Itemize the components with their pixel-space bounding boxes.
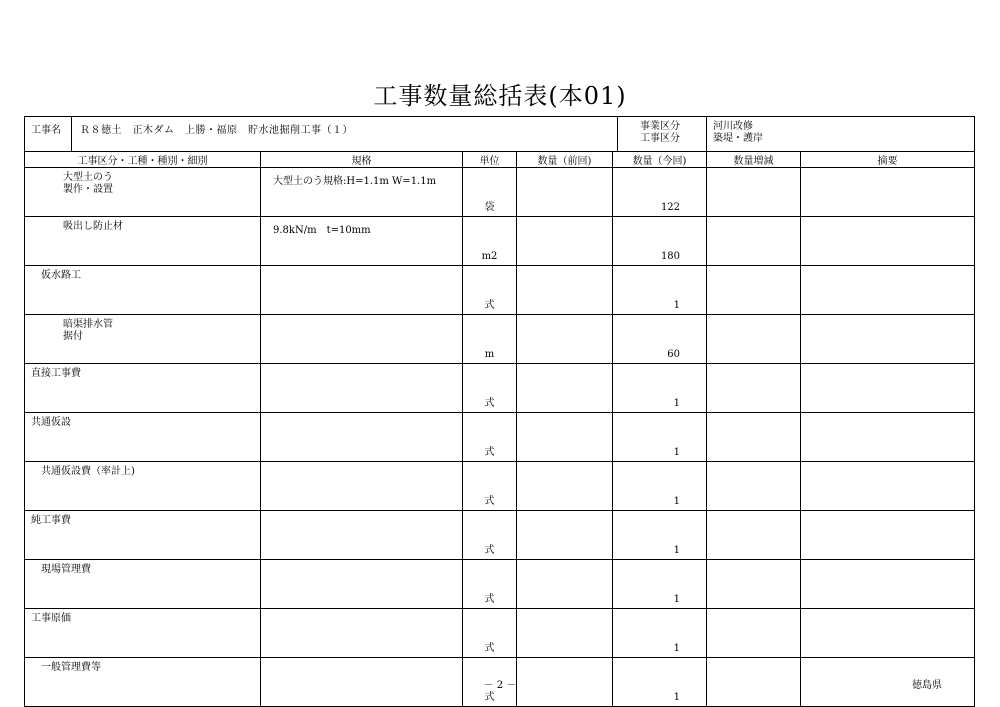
qty-current-cell <box>613 266 707 315</box>
qty-diff-cell <box>707 462 801 511</box>
unit-value: 式 <box>484 398 495 409</box>
business-category-label: 事業区分 <box>640 121 681 132</box>
qty-current-value: 1 <box>673 398 681 409</box>
qty-diff-cell <box>707 364 801 413</box>
spec-cell: 9.8kN/m t=10mm <box>261 217 463 266</box>
qty-current-cell <box>613 511 707 560</box>
table-row <box>25 560 975 609</box>
summary-table-frame <box>24 116 974 707</box>
work-item-name: 一般管理費等 <box>41 662 101 673</box>
spec-cell <box>261 315 463 364</box>
unit-cell <box>463 364 517 413</box>
work-item-name: 共通仮設 <box>31 417 71 428</box>
spec-cell <box>261 560 463 609</box>
category-values <box>707 117 975 152</box>
unit-value: 式 <box>484 447 495 458</box>
qty-diff-cell <box>707 217 801 266</box>
qty-current-cell <box>613 315 707 364</box>
qty-diff-cell <box>707 168 801 217</box>
table-row <box>25 413 975 462</box>
qty-diff-cell <box>707 315 801 364</box>
qty-current-value: 1 <box>673 643 681 654</box>
work-item-name: 据付 <box>63 331 83 342</box>
unit-cell <box>463 560 517 609</box>
qty-current-value: 1 <box>673 300 681 311</box>
qty-prev-cell <box>517 266 613 315</box>
note-cell <box>801 609 975 658</box>
qty-current-cell <box>613 168 707 217</box>
unit-cell <box>463 168 517 217</box>
qty-prev-cell <box>517 168 613 217</box>
note-cell <box>801 266 975 315</box>
quantity-summary-table <box>24 116 975 707</box>
qty-diff-cell <box>707 413 801 462</box>
project-name: Ｒ８徳土 正木ダム 上勝・福原 貯水池掘削工事（１） <box>72 117 618 151</box>
page-number: － 2 － <box>483 680 517 691</box>
work-item-name: 製作・設置 <box>63 184 113 195</box>
qty-prev-cell <box>517 217 613 266</box>
work-item-cell <box>25 217 261 266</box>
unit-cell <box>463 217 517 266</box>
qty-prev-cell <box>517 413 613 462</box>
unit-cell <box>463 413 517 462</box>
note-cell <box>801 511 975 560</box>
note-cell <box>801 315 975 364</box>
unit-value: m2 <box>481 251 498 262</box>
spec-cell <box>261 511 463 560</box>
unit-value: 式 <box>484 545 495 556</box>
work-item-cell <box>25 315 261 364</box>
unit-cell <box>463 609 517 658</box>
unit-value: m <box>484 349 495 360</box>
qty-current-cell <box>613 560 707 609</box>
unit-value: 式 <box>484 643 495 654</box>
organization-name: 徳島県 <box>912 680 942 691</box>
unit-value: 式 <box>484 496 495 507</box>
project-info-row <box>25 117 975 152</box>
work-item-cell <box>25 462 261 511</box>
spec-cell <box>261 364 463 413</box>
table-row <box>25 168 975 217</box>
unit-cell <box>463 462 517 511</box>
spec-cell: 大型土のう規格:H=1.1m W=1.1m <box>261 168 463 217</box>
table-row <box>25 609 975 658</box>
project-cell <box>25 117 707 152</box>
table-row <box>25 364 975 413</box>
unit-cell <box>463 266 517 315</box>
qty-diff-cell <box>707 266 801 315</box>
work-item-name: 直接工事費 <box>31 368 81 379</box>
table-row <box>25 462 975 511</box>
table-row <box>25 217 975 266</box>
header-work-class: 工事区分・工種・種別・細別 <box>25 152 261 168</box>
qty-current-value: 60 <box>667 349 681 360</box>
qty-prev-cell <box>517 511 613 560</box>
qty-current-value: 1 <box>673 692 681 703</box>
qty-current-value: 1 <box>673 447 681 458</box>
qty-current-cell <box>613 364 707 413</box>
work-item-name: 吸出し防止材 <box>63 221 123 232</box>
note-cell <box>801 462 975 511</box>
work-item-cell <box>25 364 261 413</box>
work-item-cell <box>25 168 261 217</box>
qty-prev-cell <box>517 560 613 609</box>
header-qty-prev: 数量（前回) <box>517 152 613 168</box>
qty-current-value: 1 <box>673 545 681 556</box>
qty-current-cell <box>613 609 707 658</box>
unit-cell <box>463 315 517 364</box>
work-item-cell <box>25 560 261 609</box>
note-cell <box>801 217 975 266</box>
table-row <box>25 511 975 560</box>
unit-cell <box>463 511 517 560</box>
work-item-name: 暗渠排水管 <box>63 319 113 330</box>
header-qty-diff: 数量増減 <box>707 152 801 168</box>
work-category-label: 工事区分 <box>640 133 681 144</box>
note-cell <box>801 560 975 609</box>
unit-value: 式 <box>484 300 495 311</box>
category-labels <box>618 117 706 151</box>
spec-cell <box>261 609 463 658</box>
qty-current-cell <box>613 462 707 511</box>
spec-cell <box>261 413 463 462</box>
work-item-cell <box>25 413 261 462</box>
unit-value: 式 <box>484 594 495 605</box>
spec-cell <box>261 266 463 315</box>
unit-value: 式 <box>484 692 495 703</box>
work-item-name: 純工事費 <box>31 515 71 526</box>
work-item-name: 大型土のう <box>63 172 113 183</box>
qty-prev-cell <box>517 364 613 413</box>
work-item-cell <box>25 609 261 658</box>
qty-prev-cell <box>517 315 613 364</box>
table-row <box>25 315 975 364</box>
qty-current-value: 180 <box>660 251 681 262</box>
unit-value: 袋 <box>484 202 495 213</box>
qty-diff-cell <box>707 560 801 609</box>
work-item-name: 現場管理費 <box>41 564 91 575</box>
qty-diff-cell <box>707 511 801 560</box>
note-cell <box>801 413 975 462</box>
header-qty-current: 数量（今回) <box>613 152 707 168</box>
qty-prev-cell <box>517 462 613 511</box>
work-category-value: 築堤・護岸 <box>713 133 764 144</box>
business-category-value: 河川改修 <box>713 121 754 132</box>
qty-diff-cell <box>707 609 801 658</box>
qty-prev-cell <box>517 609 613 658</box>
project-label: 工事名 <box>25 117 72 151</box>
qty-current-value: 122 <box>660 202 681 213</box>
table-header-row <box>25 152 975 168</box>
note-cell <box>801 364 975 413</box>
page-title: 工事数量総括表(本01) <box>373 82 627 110</box>
qty-current-cell <box>613 217 707 266</box>
table-row <box>25 266 975 315</box>
spec-cell <box>261 462 463 511</box>
header-spec: 規格 <box>261 152 463 168</box>
work-item-name: 仮水路工 <box>41 270 81 281</box>
header-note: 摘要 <box>801 152 975 168</box>
note-cell <box>801 168 975 217</box>
work-item-cell <box>25 511 261 560</box>
work-item-cell <box>25 266 261 315</box>
work-item-name: 共通仮設費（率計上) <box>41 466 135 477</box>
qty-current-cell <box>613 413 707 462</box>
work-item-name: 工事原価 <box>31 613 71 624</box>
qty-current-value: 1 <box>673 496 681 507</box>
header-unit: 単位 <box>463 152 517 168</box>
qty-current-value: 1 <box>673 594 681 605</box>
